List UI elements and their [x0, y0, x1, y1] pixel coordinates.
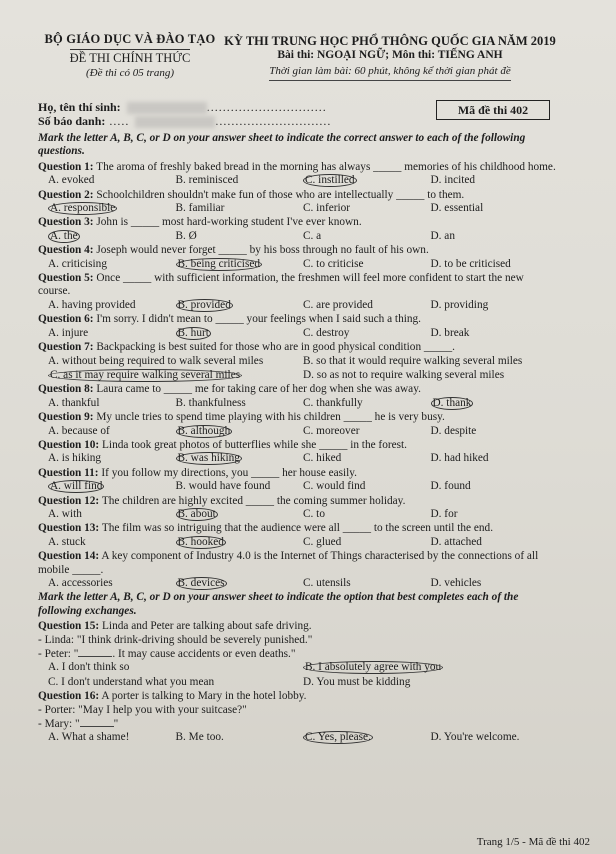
redacted-name — [127, 102, 207, 114]
option[interactable]: A. is hiking — [48, 452, 102, 465]
question-number: Question 12: — [38, 494, 100, 507]
option[interactable]: D. break — [430, 326, 470, 339]
subject-line: Bài thi: NGOẠI NGỮ; Môn thi: TIẾNG ANH — [277, 49, 503, 61]
question-number: Question 16: — [38, 690, 100, 703]
question-6 — [38, 313, 558, 340]
redacted-id — [135, 116, 215, 128]
instruction-2: Mark the letter A, B, C, or D on your answer sheet to indicate the option that best completes each of the following exchanges. — [38, 591, 519, 617]
dialogue-line: - Mary: " " — [38, 718, 119, 731]
option-row — [48, 676, 558, 689]
option-row — [48, 230, 558, 243]
option[interactable] — [48, 369, 303, 382]
page-footer: Trang 1/5 - Mã đề thi 402 — [476, 836, 590, 848]
option-row — [48, 299, 558, 312]
question-text: The children are highly excited _____ the coming summer holiday. — [101, 494, 406, 507]
option[interactable] — [303, 661, 558, 674]
circled-answer: B. provided — [177, 298, 231, 311]
dialogue-line: - Linda: "I think drink-driving should be severely punished." — [38, 633, 313, 646]
circled-answer: B. being criticised — [177, 257, 261, 270]
option[interactable]: D. so as not to require walking several miles — [303, 368, 505, 381]
option[interactable]: D. providing — [430, 298, 489, 311]
option-row — [48, 731, 558, 744]
circled-answer: B. I absolutely agree with you — [305, 661, 442, 674]
question-text: John is _____ most hard-working student I've ever known. — [96, 216, 362, 229]
question-number: Question 8: — [38, 383, 94, 396]
option[interactable]: B. familiar — [175, 202, 225, 215]
option[interactable] — [176, 327, 304, 340]
option-row — [48, 355, 558, 368]
option[interactable]: C. I don't understand what you mean — [48, 675, 215, 688]
option[interactable]: D. You must be kidding — [303, 675, 411, 688]
option[interactable] — [48, 202, 176, 215]
option[interactable]: A. criticising — [48, 257, 107, 270]
option-row — [48, 452, 558, 465]
option[interactable] — [303, 731, 431, 744]
question-3 — [38, 216, 558, 243]
option[interactable]: C. to — [303, 507, 325, 520]
question-text: Backpacking is best suited for those who are in good physical condition _____. — [96, 341, 455, 354]
option[interactable]: A. without being required to walk several miles — [48, 354, 264, 367]
option[interactable]: D. essential — [430, 202, 484, 215]
option-row — [48, 480, 558, 493]
question-text: My uncle tries to spend time playing with his children _____ he is very busy. — [96, 411, 445, 424]
circled-answer: B. hooked — [177, 535, 224, 548]
option-row — [48, 258, 558, 271]
option[interactable]: D. despite — [430, 424, 477, 437]
question-text: I'm sorry. I didn't mean to _____ your feelings when I said such a thing. — [96, 313, 421, 326]
question-14 — [38, 550, 558, 590]
circled-answer: A. responsible — [50, 202, 116, 215]
option[interactable]: C. hiked — [303, 452, 342, 465]
question-number: Question 13: — [38, 522, 100, 535]
question-number: Question 4: — [38, 244, 94, 257]
option[interactable]: C. utensils — [303, 577, 351, 589]
option[interactable]: A. having provided — [48, 298, 136, 311]
option[interactable] — [176, 258, 304, 271]
official-label: ĐỀ THI CHÍNH THỨC — [69, 51, 191, 65]
dialogue-line: - Peter: " . It may cause accidents or even deaths." — [38, 648, 296, 661]
question-text: Joseph would never forget _____ by his boss through no fault of his own. — [96, 244, 429, 257]
option[interactable]: A. injure — [48, 326, 89, 339]
question-10 — [38, 439, 558, 466]
option-row — [48, 327, 558, 340]
option[interactable] — [431, 397, 559, 410]
option[interactable]: A. stuck — [48, 535, 86, 548]
option-row — [48, 661, 558, 674]
question-7 — [38, 341, 558, 382]
candidate-id-row: Số báo danh: ..... ............................. — [38, 114, 332, 128]
option-row — [48, 369, 558, 382]
question-number: Question 9: — [38, 411, 94, 424]
question-number: Question 1: — [38, 160, 94, 173]
question-text: Laura came to _____ me for taking care of her dog when she was away. — [96, 383, 421, 396]
option-row — [48, 536, 558, 549]
option[interactable]: B. Ø — [175, 229, 197, 242]
question-number: Question 11: — [38, 466, 99, 479]
question-8 — [38, 383, 558, 410]
option[interactable]: D. incited — [430, 174, 476, 187]
question-list — [38, 161, 558, 591]
option[interactable]: A. I don't think so — [48, 661, 130, 674]
question-text: If you follow my directions, you _____ her house easily. — [101, 466, 358, 479]
circled-answer: B. although — [177, 424, 231, 437]
option-row — [48, 425, 558, 438]
circled-answer: B. about — [177, 507, 216, 520]
question-number: Question 14: — [38, 550, 100, 563]
option[interactable] — [176, 508, 304, 521]
option[interactable]: B. would have found — [175, 480, 271, 493]
option[interactable]: A. accessories — [48, 577, 113, 589]
option[interactable]: D. attached — [430, 535, 482, 548]
ministry-name: BỘ GIÁO DỤC VÀ ĐÀO TẠO — [44, 32, 216, 46]
candidate-id-label: Số báo danh: — [38, 114, 106, 128]
option[interactable]: B. thankfulness — [175, 396, 246, 409]
exam-code-box: Mã đề thi 402 — [436, 100, 550, 120]
option[interactable]: D. an — [430, 229, 455, 242]
option[interactable]: C. moreover — [303, 424, 360, 437]
header-left — [30, 32, 230, 79]
circled-answer: B. hurt — [177, 326, 209, 339]
option[interactable]: D. vehicles — [430, 577, 482, 589]
option[interactable]: C. to criticise — [303, 257, 364, 270]
option[interactable]: B. Me too. — [175, 731, 224, 744]
instruction-1: Mark the letter A, B, C, or D on your answer sheet to indicate the correct answer to each of the following questions. — [38, 132, 526, 158]
question-text: Once _____ with sufficient information, the freshmen will feel more confident to start the new course. — [38, 272, 524, 298]
option[interactable] — [48, 230, 176, 243]
option[interactable]: B. reminisced — [175, 174, 239, 187]
time-line: Thời gian làm bài: 60 phút, không kể thời gian phát đề — [269, 65, 511, 81]
option[interactable]: D. to be criticised — [430, 257, 511, 270]
question-13 — [38, 522, 558, 549]
option[interactable]: D. You're welcome. — [430, 731, 520, 744]
question-4 — [38, 244, 558, 271]
circled-answer: A. will find — [50, 480, 103, 493]
circled-answer: B. devices — [177, 577, 225, 589]
option[interactable]: D. had hiked — [430, 452, 489, 465]
question-text: The aroma of freshly baked bread in the morning has always _____ memories of his childhood home. — [96, 160, 556, 173]
question-9 — [38, 411, 558, 438]
exam-title: KỲ THI TRUNG HỌC PHỔ THÔNG QUỐC GIA NĂM 2019 — [224, 34, 556, 48]
option[interactable]: A. evoked — [48, 174, 95, 187]
option-row — [48, 577, 558, 590]
circled-answer: D. thank — [432, 396, 472, 409]
option[interactable]: A. thankful — [48, 396, 100, 409]
question-number: Question 5: — [38, 272, 94, 285]
option[interactable]: C. destroy — [303, 326, 350, 339]
option-row — [48, 202, 558, 215]
question-5 — [38, 272, 558, 312]
question-2 — [38, 189, 558, 216]
question-number: Question 6: — [38, 313, 94, 326]
question-text: A porter is talking to Mary in the hotel lobby. — [101, 690, 307, 703]
circled-answer: C. as it may require walking several miles — [50, 368, 241, 381]
question-text: The film was so intriguing that the audience were all _____ to the screen until the end. — [101, 522, 494, 535]
option-row — [48, 397, 558, 410]
option[interactable] — [176, 452, 304, 465]
question-number: Question 10: — [38, 438, 100, 451]
option[interactable] — [176, 536, 304, 549]
question-text: A key component of Industry 4.0 is the Internet of Things characterised by the connections of all mobile _____. — [38, 550, 539, 576]
question-15 — [38, 620, 558, 689]
option[interactable]: C. would find — [303, 480, 366, 493]
question-text: Linda and Peter are talking about safe driving. — [102, 620, 312, 633]
option[interactable]: C. a — [303, 229, 322, 242]
option[interactable]: C. are provided — [303, 298, 373, 311]
option[interactable] — [176, 299, 304, 312]
option[interactable]: C. thankfully — [303, 396, 363, 409]
questions-area — [38, 132, 558, 746]
question-12 — [38, 495, 558, 522]
option-row — [48, 508, 558, 521]
circled-answer: B. was hiking — [177, 452, 240, 465]
option[interactable] — [303, 174, 431, 187]
dialogue-line: - Porter: "May I help you with your suitcase?" — [38, 703, 247, 716]
option[interactable]: D. found — [430, 480, 471, 493]
question-number: Question 3: — [38, 216, 94, 229]
option[interactable]: C. glued — [303, 535, 342, 548]
option[interactable]: A. What a shame! — [48, 731, 130, 744]
option[interactable] — [176, 577, 304, 590]
candidate-name-label: Họ, tên thí sinh: — [38, 100, 121, 114]
option[interactable]: A. because of — [48, 424, 110, 437]
question-text: Schoolchildren shouldn't make fun of those who are intellectually _____ to them. — [96, 188, 465, 201]
question-text: Linda took great photos of butterflies while she _____ in the forest. — [102, 438, 407, 451]
question-number: Question 2: — [38, 188, 94, 201]
circled-answer: A. the — [50, 229, 78, 242]
header-right — [220, 34, 560, 81]
question-number: Question 7: — [38, 341, 94, 354]
option[interactable] — [176, 425, 304, 438]
question-16 — [38, 690, 558, 745]
option[interactable]: A. with — [48, 507, 82, 520]
question-1 — [38, 161, 558, 188]
option[interactable]: D. for — [430, 507, 458, 520]
question-number: Question 15: — [38, 620, 100, 633]
option[interactable]: C. inferior — [303, 202, 351, 215]
circled-answer: C. Yes, please. — [305, 731, 371, 744]
circled-answer: C. instilled — [305, 174, 355, 187]
option-row — [48, 174, 558, 187]
option[interactable] — [48, 480, 176, 493]
option[interactable]: B. so that it would require walking several miles — [303, 354, 523, 367]
question-11 — [38, 467, 558, 494]
candidate-name-row: Họ, tên thí sinh: .............................. — [38, 100, 327, 114]
page-count: (Đề thi có 05 trang) — [86, 67, 174, 79]
